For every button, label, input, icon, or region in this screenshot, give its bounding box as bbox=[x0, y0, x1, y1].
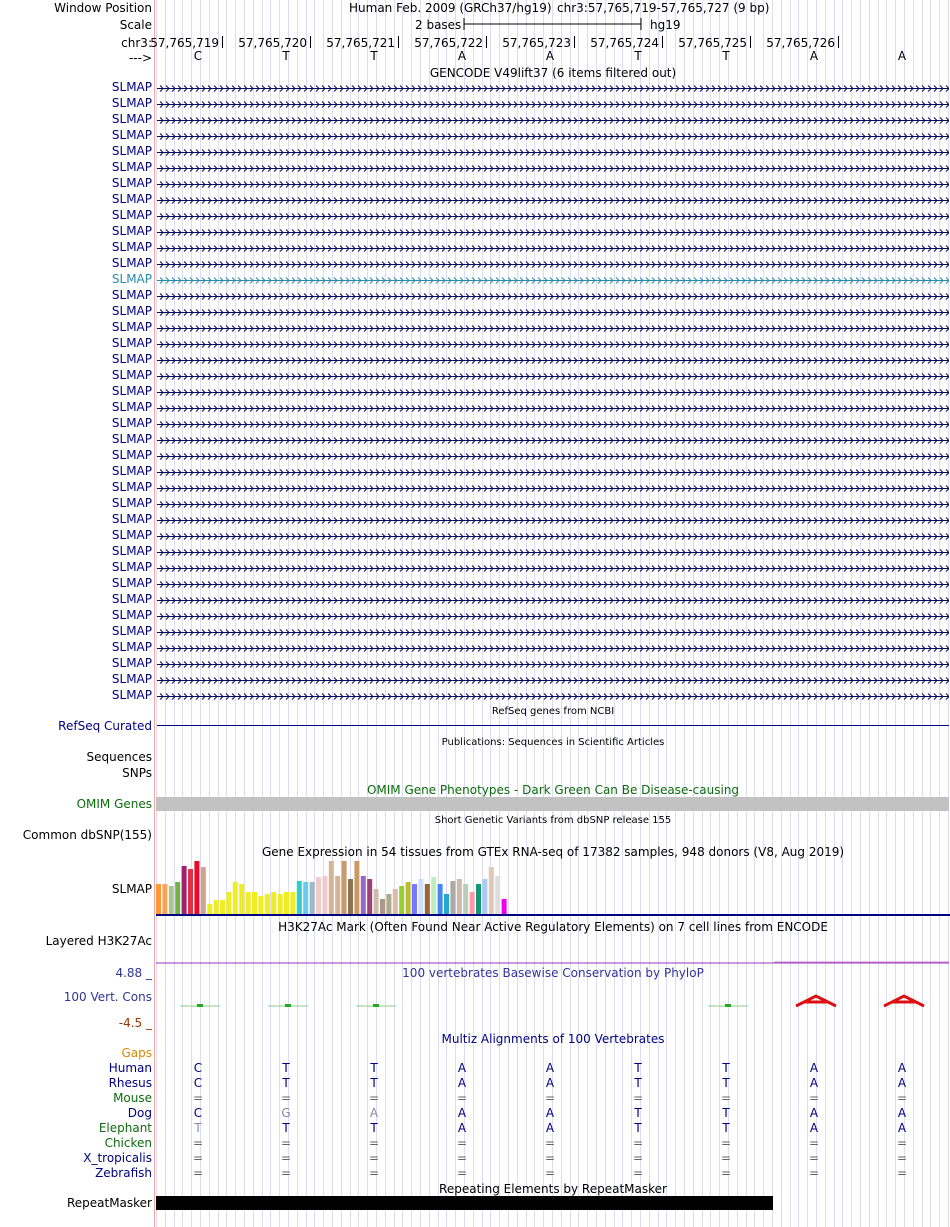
coordinate-tick bbox=[222, 36, 223, 48]
gtex-tissue-bar[interactable] bbox=[329, 861, 334, 914]
gencode-transcript[interactable] bbox=[157, 290, 949, 299]
gtex-tissue-bar[interactable] bbox=[476, 884, 481, 914]
gtex-tissue-bar[interactable] bbox=[457, 879, 462, 914]
alignment-base: = bbox=[368, 1166, 380, 1180]
alignment-base: = bbox=[808, 1136, 820, 1150]
gtex-tissue-bar[interactable] bbox=[444, 894, 449, 914]
alignment-base: = bbox=[368, 1151, 380, 1165]
gencode-transcript[interactable] bbox=[157, 98, 949, 107]
gencode-title[interactable]: GENCODE V49lift37 (6 items filtered out) bbox=[429, 66, 677, 80]
alignment-base: = bbox=[456, 1091, 468, 1105]
alignment-base: T bbox=[370, 1076, 378, 1090]
gtex-tissue-bar[interactable] bbox=[271, 892, 276, 914]
gtex-tissue-bar[interactable] bbox=[303, 882, 308, 914]
alignment-base: A bbox=[809, 1121, 819, 1135]
gtex-tissue-bar[interactable] bbox=[322, 876, 327, 914]
alignment-base: A bbox=[809, 1076, 819, 1090]
gtex-tissue-bar[interactable] bbox=[495, 876, 500, 914]
coordinate-label: 57,765,726 bbox=[766, 36, 835, 50]
coordinate-label: 57,765,725 bbox=[678, 36, 747, 50]
gtex-tissue-bar[interactable] bbox=[182, 866, 187, 914]
alignment-base: T bbox=[634, 1076, 642, 1090]
base-letter: A bbox=[457, 49, 467, 63]
base-letter: A bbox=[897, 49, 907, 63]
alignment-base: = bbox=[896, 1166, 908, 1180]
gencode-gene-label[interactable]: SLMAP bbox=[111, 480, 152, 494]
gtex-tissue-bar[interactable] bbox=[463, 884, 468, 914]
gencode-transcript[interactable] bbox=[157, 306, 949, 315]
alignment-base: T bbox=[634, 1061, 642, 1075]
gtex-tissue-bar[interactable] bbox=[201, 867, 206, 914]
base-letter: T bbox=[722, 49, 730, 63]
gencode-gene-label[interactable]: SLMAP bbox=[111, 432, 152, 446]
alignment-base: = bbox=[632, 1091, 644, 1105]
coordinate-tick bbox=[486, 36, 487, 48]
alignment-base: = bbox=[720, 1136, 732, 1150]
base-letter: T bbox=[370, 49, 378, 63]
repeatmasker-title[interactable]: Repeating Elements by RepeatMasker bbox=[439, 1182, 667, 1196]
conservation-title[interactable]: 100 vertebrates Basewise Conservation by PhyloP bbox=[402, 966, 704, 980]
refseq-title[interactable]: RefSeq genes from NCBI bbox=[491, 706, 615, 717]
coordinate-tick bbox=[398, 36, 399, 48]
gencode-gene-label[interactable]: SLMAP bbox=[111, 608, 152, 622]
gencode-transcript[interactable] bbox=[157, 498, 949, 507]
conservation-score-mark bbox=[725, 1004, 731, 1007]
multiz-gaps-label: Gaps bbox=[121, 1046, 152, 1060]
gtex-tissue-bar[interactable] bbox=[482, 879, 487, 914]
gencode-gene-label[interactable]: SLMAP bbox=[111, 512, 152, 526]
gencode-transcript[interactable] bbox=[157, 482, 949, 491]
gencode-gene-label[interactable]: SLMAP bbox=[111, 656, 152, 670]
gtex-bar-chart[interactable] bbox=[156, 858, 950, 918]
alignment-base: = bbox=[632, 1151, 644, 1165]
gencode-gene-label[interactable]: SLMAP bbox=[111, 128, 152, 142]
base-letter: C bbox=[193, 49, 203, 63]
conservation-score-mark bbox=[285, 1004, 291, 1007]
base-letter: T bbox=[282, 49, 290, 63]
alignment-base: A bbox=[545, 1121, 555, 1135]
gencode-transcript[interactable] bbox=[157, 418, 949, 427]
refseq-label[interactable]: RefSeq Curated bbox=[58, 719, 152, 733]
gencode-transcript[interactable] bbox=[157, 162, 949, 171]
species-label[interactable]: Human bbox=[108, 1061, 152, 1075]
gencode-gene-label[interactable]: SLMAP bbox=[111, 576, 152, 590]
gtex-tissue-bar[interactable] bbox=[194, 861, 199, 914]
conservation-ymax: 4.88 _ bbox=[115, 966, 152, 980]
alignment-base: = bbox=[456, 1166, 468, 1180]
gtex-tissue-bar[interactable] bbox=[348, 879, 353, 914]
alignment-base: T bbox=[722, 1121, 730, 1135]
gencode-gene-label[interactable]: SLMAP bbox=[111, 624, 152, 638]
gencode-gene-label[interactable]: SLMAP bbox=[111, 400, 152, 414]
scale-bar bbox=[463, 16, 643, 32]
gtex-tissue-bar[interactable] bbox=[162, 884, 167, 914]
alignment-base: = bbox=[896, 1151, 908, 1165]
base-letter: A bbox=[545, 49, 555, 63]
gencode-transcript[interactable] bbox=[157, 194, 949, 203]
alignment-base: T bbox=[722, 1061, 730, 1075]
gtex-tissue-bar[interactable] bbox=[207, 904, 212, 914]
label-separator bbox=[154, 0, 155, 1227]
alignment-base: = bbox=[808, 1151, 820, 1165]
gencode-gene-label[interactable]: SLMAP bbox=[111, 464, 152, 478]
gencode-gene-label[interactable]: SLMAP bbox=[111, 144, 152, 158]
gencode-gene-label[interactable]: SLMAP bbox=[111, 688, 152, 702]
alignment-base: A bbox=[809, 1106, 819, 1120]
gencode-transcript[interactable] bbox=[157, 274, 949, 283]
gencode-gene-label[interactable]: SLMAP bbox=[111, 288, 152, 302]
species-label[interactable]: Chicken bbox=[104, 1136, 152, 1150]
gencode-transcript[interactable] bbox=[157, 434, 949, 443]
scale-db: hg19 bbox=[650, 18, 681, 32]
publications-label-snps[interactable]: SNPs bbox=[122, 766, 152, 780]
gencode-transcript[interactable] bbox=[157, 562, 949, 571]
gtex-tissue-bar[interactable] bbox=[406, 882, 411, 914]
scale-text: 2 bases bbox=[415, 18, 462, 32]
gtex-tissue-bar[interactable] bbox=[502, 899, 507, 914]
alignment-base: = bbox=[720, 1091, 732, 1105]
scale-label: Scale bbox=[119, 18, 152, 32]
gencode-transcript[interactable] bbox=[157, 226, 949, 235]
alignment-base: T bbox=[282, 1121, 290, 1135]
gencode-transcript[interactable] bbox=[157, 642, 949, 651]
gtex-tissue-bar[interactable] bbox=[226, 892, 231, 914]
gtex-tissue-bar[interactable] bbox=[425, 884, 430, 914]
gtex-tissue-bar[interactable] bbox=[342, 861, 347, 914]
gencode-transcript[interactable] bbox=[157, 658, 949, 667]
assembly-title: Human Feb. 2009 (GRCh37/hg19) bbox=[349, 1, 552, 15]
alignment-base: = bbox=[896, 1136, 908, 1150]
gtex-tissue-bar[interactable] bbox=[278, 894, 283, 914]
alignment-base: = bbox=[808, 1166, 820, 1180]
omim-title[interactable]: OMIM Gene Phenotypes - Dark Green Can Be Disease-causing bbox=[366, 783, 740, 797]
alignment-base: A bbox=[545, 1061, 555, 1075]
alignment-base: A bbox=[545, 1106, 555, 1120]
alignment-base: = bbox=[720, 1151, 732, 1165]
alignment-base: = bbox=[456, 1136, 468, 1150]
gencode-gene-label[interactable]: SLMAP bbox=[111, 192, 152, 206]
repeatmasker-feature[interactable] bbox=[156, 1196, 773, 1210]
gtex-tissue-bar[interactable] bbox=[418, 879, 423, 914]
alignment-base: A bbox=[809, 1061, 819, 1075]
gtex-tissue-bar[interactable] bbox=[246, 892, 251, 914]
gencode-transcript[interactable] bbox=[157, 130, 949, 139]
alignment-base: A bbox=[457, 1061, 467, 1075]
gencode-gene-label[interactable]: SLMAP bbox=[111, 544, 152, 558]
gencode-gene-label[interactable]: SLMAP bbox=[111, 336, 152, 350]
alignment-base: A bbox=[897, 1076, 907, 1090]
alignment-base: T bbox=[634, 1121, 642, 1135]
alignment-base: = bbox=[544, 1166, 556, 1180]
gtex-tissue-bar[interactable] bbox=[380, 899, 385, 914]
conservation-plot[interactable] bbox=[156, 978, 950, 1018]
gtex-tissue-bar[interactable] bbox=[489, 867, 494, 914]
gencode-gene-label[interactable]: SLMAP bbox=[111, 448, 152, 462]
alignment-base: A bbox=[897, 1106, 907, 1120]
gtex-tissue-bar[interactable] bbox=[354, 861, 359, 914]
gencode-transcript[interactable] bbox=[157, 322, 949, 331]
gencode-gene-label[interactable]: SLMAP bbox=[111, 352, 152, 366]
species-label[interactable]: Rhesus bbox=[108, 1076, 152, 1090]
coordinate-tick bbox=[750, 36, 751, 48]
position-text: chr3:57,765,719-57,765,727 (9 bp) bbox=[557, 1, 770, 15]
alignment-base: = bbox=[192, 1151, 204, 1165]
gtex-tissue-bar[interactable] bbox=[188, 869, 193, 914]
dbsnp-label[interactable]: Common dbSNP(155) bbox=[22, 828, 152, 842]
gtex-tissue-bar[interactable] bbox=[310, 882, 315, 914]
alignment-base: T bbox=[282, 1061, 290, 1075]
coordinate-label: 57,765,721 bbox=[326, 36, 395, 50]
gencode-gene-label[interactable]: SLMAP bbox=[111, 672, 152, 686]
gencode-gene-label[interactable]: SLMAP bbox=[111, 416, 152, 430]
conservation-peak bbox=[796, 996, 836, 1006]
coordinate-tick bbox=[310, 36, 311, 48]
gencode-gene-label[interactable]: SLMAP bbox=[111, 592, 152, 606]
gencode-transcript[interactable] bbox=[157, 338, 949, 347]
conservation-ymin: -4.5 _ bbox=[118, 1016, 152, 1030]
gencode-gene-label[interactable]: SLMAP bbox=[111, 528, 152, 542]
gtex-title[interactable]: Gene Expression in 54 tissues from GTEx RNA-seq of 17382 samples, 948 donors (V8, Aug 2019) bbox=[261, 845, 845, 859]
gencode-transcript[interactable] bbox=[157, 514, 949, 523]
alignment-base: A bbox=[897, 1121, 907, 1135]
alignment-base: = bbox=[896, 1091, 908, 1105]
gtex-label[interactable]: SLMAP bbox=[111, 882, 152, 896]
gtex-tissue-bar[interactable] bbox=[361, 876, 366, 914]
alignment-base: = bbox=[368, 1091, 380, 1105]
alignment-base: A bbox=[369, 1106, 379, 1120]
alignment-base: = bbox=[544, 1091, 556, 1105]
gencode-transcript[interactable] bbox=[157, 402, 949, 411]
gencode-transcript[interactable] bbox=[157, 466, 949, 475]
alignment-base: A bbox=[897, 1061, 907, 1075]
gencode-transcript[interactable] bbox=[157, 530, 949, 539]
alignment-base: C bbox=[193, 1076, 203, 1090]
gencode-gene-label[interactable]: SLMAP bbox=[111, 112, 152, 126]
omim-phenotype-bar[interactable] bbox=[156, 797, 949, 811]
gtex-tissue-bar[interactable] bbox=[297, 881, 302, 914]
gencode-gene-label[interactable]: SLMAP bbox=[111, 368, 152, 382]
gencode-gene-label[interactable]: SLMAP bbox=[111, 240, 152, 254]
base-letter: A bbox=[809, 49, 819, 63]
gtex-tissue-bar[interactable] bbox=[284, 892, 289, 914]
gencode-gene-label[interactable]: SLMAP bbox=[111, 384, 152, 398]
alignment-base: T bbox=[370, 1061, 378, 1075]
publications-title[interactable]: Publications: Sequences in Scientific Articles bbox=[441, 737, 665, 748]
gencode-gene-label[interactable]: SLMAP bbox=[111, 320, 152, 334]
alignment-base: A bbox=[457, 1076, 467, 1090]
gencode-transcript[interactable] bbox=[157, 594, 949, 603]
alignment-base: = bbox=[192, 1136, 204, 1150]
coordinate-label: 57,765,719 bbox=[150, 36, 219, 50]
gtex-tissue-bar[interactable] bbox=[239, 884, 244, 914]
alignment-base: = bbox=[368, 1136, 380, 1150]
alignment-base: C bbox=[193, 1106, 203, 1120]
gtex-tissue-bar[interactable] bbox=[367, 879, 372, 914]
alignment-base: = bbox=[280, 1091, 292, 1105]
alignment-base: = bbox=[192, 1166, 204, 1180]
alignment-base: = bbox=[632, 1136, 644, 1150]
species-label[interactable]: Mouse bbox=[113, 1091, 152, 1105]
publications-label-sequences[interactable]: Sequences bbox=[86, 750, 152, 764]
gencode-transcript[interactable] bbox=[157, 674, 949, 683]
conservation-label[interactable]: 100 Vert. Cons bbox=[63, 990, 152, 1004]
gencode-gene-label[interactable]: SLMAP bbox=[111, 80, 152, 94]
strand-label: ---> bbox=[128, 51, 152, 65]
species-label[interactable]: Zebrafish bbox=[95, 1166, 152, 1180]
gencode-gene-label[interactable]: SLMAP bbox=[111, 272, 152, 286]
gtex-tissue-bar[interactable] bbox=[393, 889, 398, 914]
alignment-base: A bbox=[457, 1121, 467, 1135]
dbsnp-title[interactable]: Short Genetic Variants from dbSNP release 155 bbox=[434, 815, 672, 826]
coordinate-label: 57,765,722 bbox=[414, 36, 483, 50]
base-letter: T bbox=[634, 49, 642, 63]
gencode-gene-label[interactable]: SLMAP bbox=[111, 496, 152, 510]
alignment-base: = bbox=[808, 1091, 820, 1105]
gencode-transcript[interactable] bbox=[157, 610, 949, 619]
gtex-tissue-bar[interactable] bbox=[175, 882, 180, 914]
gtex-tissue-bar[interactable] bbox=[214, 900, 219, 914]
gtex-tissue-bar[interactable] bbox=[290, 892, 295, 914]
gencode-transcript[interactable] bbox=[157, 626, 949, 635]
gencode-transcript[interactable] bbox=[157, 354, 949, 363]
gtex-tissue-bar[interactable] bbox=[169, 886, 174, 914]
alignment-base: T bbox=[722, 1076, 730, 1090]
gtex-tissue-bar[interactable] bbox=[156, 884, 161, 914]
gencode-gene-label[interactable]: SLMAP bbox=[111, 560, 152, 574]
gencode-transcript[interactable] bbox=[157, 114, 949, 123]
alignment-base: = bbox=[456, 1151, 468, 1165]
coordinate-label: 57,765,724 bbox=[590, 36, 659, 50]
coordinate-tick bbox=[574, 36, 575, 48]
gtex-tissue-bar[interactable] bbox=[450, 881, 455, 914]
multiz-title[interactable]: Multiz Alignments of 100 Vertebrates bbox=[441, 1032, 665, 1046]
omim-label[interactable]: OMIM Genes bbox=[76, 797, 152, 811]
coordinate-label: 57,765,720 bbox=[238, 36, 307, 50]
alignment-base: = bbox=[544, 1136, 556, 1150]
alignment-base: T bbox=[370, 1121, 378, 1135]
gtex-tissue-bar[interactable] bbox=[412, 884, 417, 914]
gencode-gene-label[interactable]: SLMAP bbox=[111, 96, 152, 110]
gencode-gene-label[interactable]: SLMAP bbox=[111, 176, 152, 190]
gencode-gene-label[interactable]: SLMAP bbox=[111, 208, 152, 222]
gtex-tissue-bar[interactable] bbox=[316, 877, 321, 914]
gtex-tissue-bar[interactable] bbox=[265, 894, 270, 914]
gtex-tissue-bar[interactable] bbox=[386, 894, 391, 914]
species-label[interactable]: X_tropicalis bbox=[83, 1151, 152, 1165]
alignment-base: = bbox=[280, 1166, 292, 1180]
coordinate-tick bbox=[662, 36, 663, 48]
gencode-transcript[interactable] bbox=[157, 578, 949, 587]
alignment-base: T bbox=[194, 1121, 202, 1135]
coordinate-tick bbox=[838, 36, 839, 48]
alignment-base: T bbox=[722, 1106, 730, 1120]
gtex-tissue-bar[interactable] bbox=[470, 892, 475, 914]
gtex-tissue-bar[interactable] bbox=[438, 884, 443, 914]
alignment-base: C bbox=[193, 1061, 203, 1075]
gencode-transcript[interactable] bbox=[157, 146, 949, 155]
h3k27ac-title[interactable]: H3K27Ac Mark (Often Found Near Active Regulatory Elements) on 7 cell lines from ENCODE bbox=[278, 920, 828, 934]
window-position-label: Window Position bbox=[54, 1, 152, 15]
gencode-gene-label[interactable]: SLMAP bbox=[111, 304, 152, 318]
alignment-base: = bbox=[280, 1151, 292, 1165]
gencode-gene-label[interactable]: SLMAP bbox=[111, 160, 152, 174]
alignment-base: T bbox=[282, 1076, 290, 1090]
gtex-tissue-bar[interactable] bbox=[258, 896, 263, 914]
refseq-feature[interactable] bbox=[157, 725, 949, 726]
gtex-tissue-bar[interactable] bbox=[431, 877, 436, 914]
gtex-tissue-bar[interactable] bbox=[220, 900, 225, 914]
gtex-tissue-bar[interactable] bbox=[399, 886, 404, 914]
gencode-transcript[interactable] bbox=[157, 178, 949, 187]
species-label[interactable]: Dog bbox=[127, 1106, 152, 1120]
coordinate-label: 57,765,723 bbox=[502, 36, 571, 50]
gencode-transcript[interactable] bbox=[157, 82, 949, 91]
alignment-base: = bbox=[192, 1091, 204, 1105]
alignment-base: T bbox=[634, 1106, 642, 1120]
alignment-base: G bbox=[281, 1106, 291, 1120]
gencode-gene-label[interactable]: SLMAP bbox=[111, 640, 152, 654]
conservation-score-mark bbox=[197, 1004, 203, 1007]
gencode-transcript[interactable] bbox=[157, 546, 949, 555]
alignment-base: A bbox=[457, 1106, 467, 1120]
gencode-transcript[interactable] bbox=[157, 258, 949, 267]
gencode-transcript[interactable] bbox=[157, 370, 949, 379]
gencode-transcript[interactable] bbox=[157, 210, 949, 219]
gencode-gene-label[interactable]: SLMAP bbox=[111, 224, 152, 238]
alignment-base: = bbox=[280, 1136, 292, 1150]
gencode-transcript[interactable] bbox=[157, 242, 949, 251]
alignment-base: = bbox=[632, 1166, 644, 1180]
gencode-transcript[interactable] bbox=[157, 386, 949, 395]
gencode-transcript[interactable] bbox=[157, 690, 949, 699]
gencode-transcript[interactable] bbox=[157, 450, 949, 459]
gtex-tissue-bar[interactable] bbox=[252, 892, 257, 914]
chrom-label: chr3: bbox=[121, 36, 152, 50]
conservation-peak bbox=[884, 996, 924, 1006]
alignment-base: A bbox=[545, 1076, 555, 1090]
gencode-gene-label[interactable]: SLMAP bbox=[111, 256, 152, 270]
gtex-tissue-bar[interactable] bbox=[233, 882, 238, 914]
species-label[interactable]: Elephant bbox=[98, 1121, 152, 1135]
conservation-score-mark bbox=[373, 1004, 379, 1007]
repeatmasker-label[interactable]: RepeatMasker bbox=[66, 1196, 152, 1210]
alignment-base: = bbox=[544, 1151, 556, 1165]
h3k27ac-label[interactable]: Layered H3K27Ac bbox=[45, 934, 152, 948]
alignment-base: = bbox=[720, 1166, 732, 1180]
gtex-tissue-bar[interactable] bbox=[335, 876, 340, 914]
gtex-tissue-bar[interactable] bbox=[374, 889, 379, 914]
